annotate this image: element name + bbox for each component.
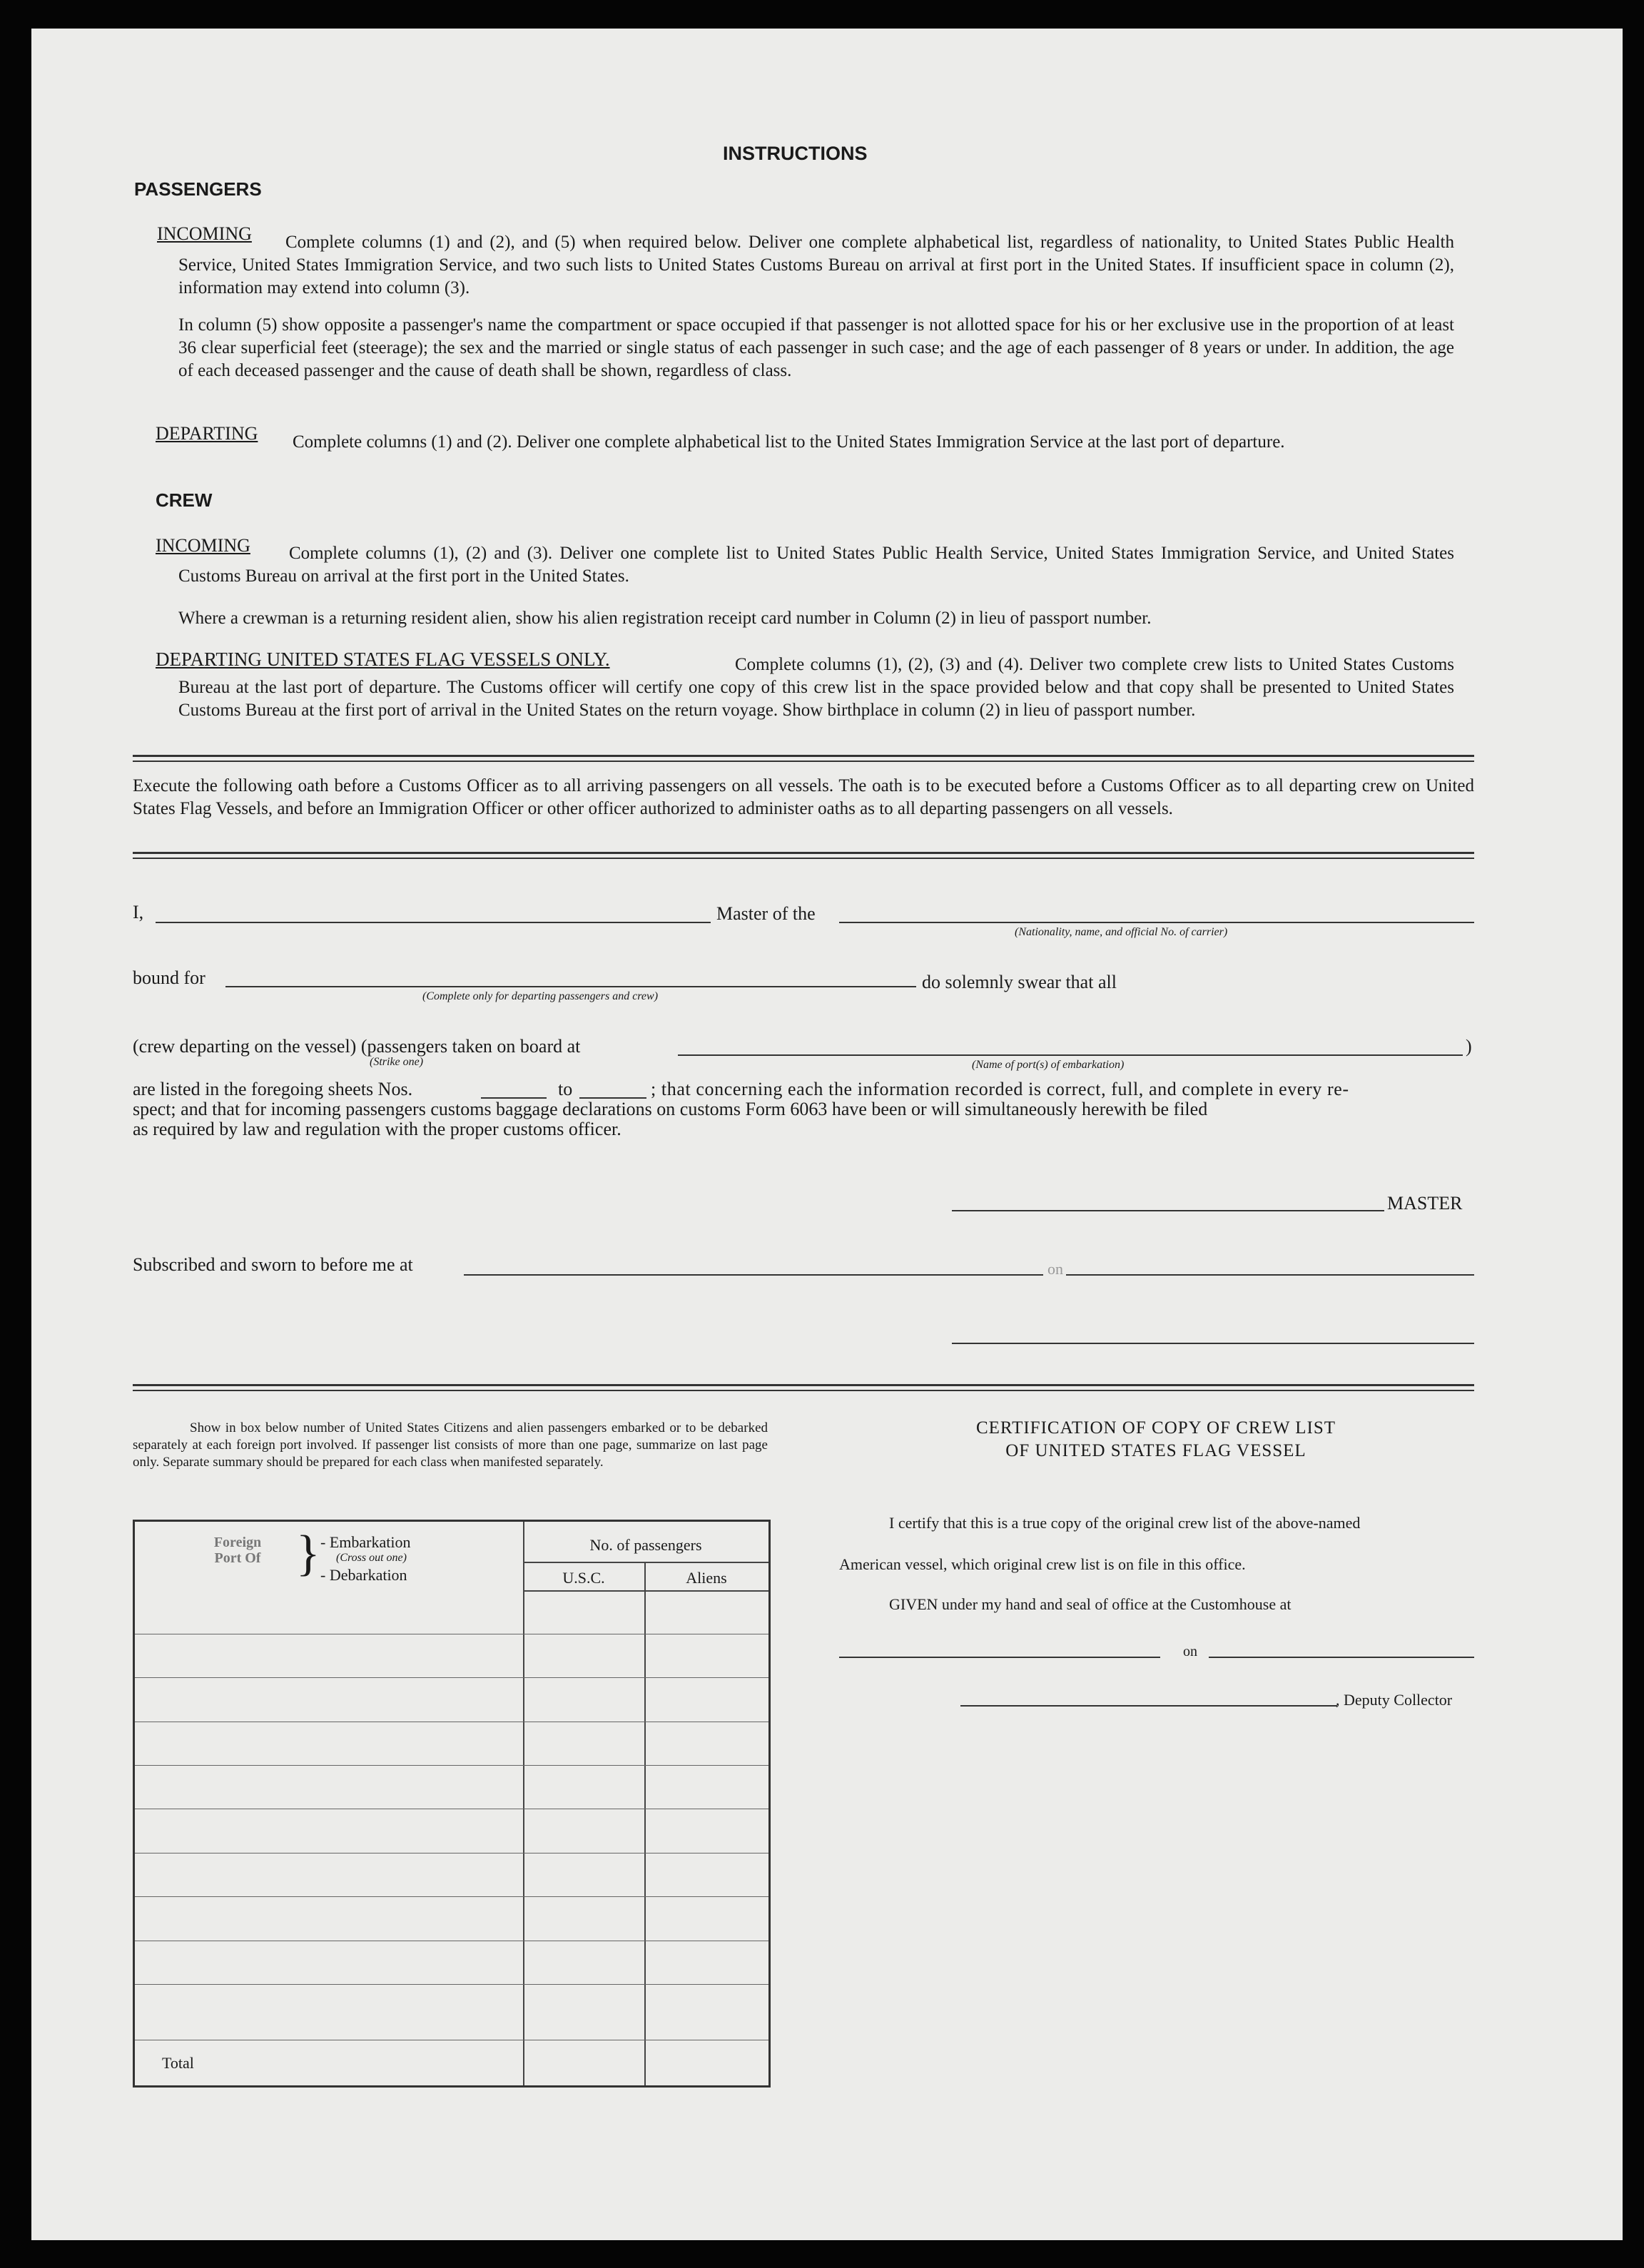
listed-to-label: to xyxy=(558,1079,573,1099)
strike-one-caption: (Strike one) xyxy=(370,1056,424,1068)
passengers-incoming-text: Complete columns (1) and (2), and (5) when required below. Deliver one complete alphabetical list, regardless of nationality, to United States Public Health Service, United States Immigration Service, and two such lists to United States Customs Bureau on arrival at first port in the United States. If insufficient space in column (2), information may extend into column (3). xyxy=(178,233,1454,298)
subscribed-label: Subscribed and sworn to before me at xyxy=(133,1254,413,1275)
crew-departing-text: Complete columns (1), (2), (3) and (4). Deliver two complete crew lists to United States Customs Bureau at the last port of departure. The Customs officer will certify one copy of this crew list in the space provided below and that copy shall be presented to United States Customs Bureau at the first port of arrival in the United States on the return voyage. Show birthplace in column (2) in lieu of passport number. xyxy=(178,655,1454,720)
certify-line-1: I certify that this is a true copy of the original crew list of the above-named xyxy=(889,1514,1361,1532)
crew-resident-text: Where a crewman is a returning resident alien, show his alien registration receipt card number in Column (2) in lieu of passport number. xyxy=(178,609,1152,628)
table-row[interactable] xyxy=(135,1984,768,1985)
section-divider xyxy=(133,1384,1474,1386)
master-signature-field[interactable] xyxy=(952,1210,1384,1211)
oath-i-label: I, xyxy=(133,902,144,922)
column-divider xyxy=(644,1562,646,2085)
crew-departing-option: (crew departing on the vessel) (passengers taken on board at xyxy=(133,1036,581,1057)
complete-only-caption: (Complete only for departing passengers and crew) xyxy=(422,990,659,1002)
cross-out-one-caption: (Cross out one) xyxy=(336,1552,407,1564)
listed-text-c: spect; and that for incoming passengers customs baggage declarations on customs Form 6063 have been or will simultaneously herewith be filed xyxy=(133,1099,1208,1119)
master-signature-label: MASTER xyxy=(1387,1193,1463,1214)
passengers-heading: PASSENGERS xyxy=(134,178,262,200)
header-divider xyxy=(523,1562,768,1563)
certify-line-2: American vessel, which original crew list is on file in this office. xyxy=(839,1555,1246,1573)
passengers-departing-label: DEPARTING xyxy=(156,423,258,444)
certification-on-label: on xyxy=(1183,1644,1197,1659)
certification-title-1: CERTIFICATION OF COPY OF CREW LIST xyxy=(975,1418,1336,1438)
nationality-caption: (Nationality, name, and official No. of carrier) xyxy=(1015,926,1228,938)
section-divider xyxy=(133,755,1474,757)
vessel-field[interactable] xyxy=(839,922,1474,923)
crew-incoming-label: INCOMING xyxy=(156,535,250,556)
passengers-departing-text: Complete columns (1) and (2). Deliver one complete alphabetical list to the United States Immigration Service at the last port of departure. xyxy=(293,432,1285,452)
table-row[interactable] xyxy=(135,1896,768,1897)
table-row[interactable] xyxy=(135,1765,768,1766)
section-divider-thin xyxy=(133,858,1474,859)
given-under-hand: GIVEN under my hand and seal of office at the Customhouse at xyxy=(889,1595,1292,1613)
passengers-column5-text: In column (5) show opposite a passenger's name the compartment or space occupied if that passenger is not allotted space for his or her exclusive use in the proportion of at least 36 clear superficial feet (steerage); the sex and the married or single status of each passenger in such case; and the age of each passenger of 8 years or under. In addition, the age of each deceased passenger and the cause of death shall be shown, regardless of class. xyxy=(178,315,1454,380)
passenger-summary-table xyxy=(133,1520,771,2088)
total-label: Total xyxy=(162,2054,194,2072)
close-paren: ) xyxy=(1466,1036,1472,1057)
master-name-field[interactable] xyxy=(156,922,711,923)
crew-heading: CREW xyxy=(156,489,213,511)
section-divider xyxy=(133,852,1474,854)
column-divider xyxy=(523,1522,524,2085)
officer-signature-field[interactable] xyxy=(952,1343,1474,1344)
page-title: INSTRUCTIONS xyxy=(723,143,868,164)
crew-departing-label: DEPARTING UNITED STATES FLAG VESSELS ONLY. xyxy=(156,649,610,670)
deputy-signature-field[interactable] xyxy=(960,1705,1337,1707)
passengers-incoming-label: INCOMING xyxy=(157,223,252,244)
no-of-passengers-header: No. of passengers xyxy=(589,1536,702,1554)
crew-incoming-text: Complete columns (1), (2) and (3). Deliver one complete list to United States Public Health Service, United States Immigration Service, and United States Customs Bureau on arrival at the first port in the United States. xyxy=(178,544,1454,586)
bound-for-label: bound for xyxy=(133,967,206,988)
certification-date-field[interactable] xyxy=(1209,1657,1474,1658)
usc-header: U.S.C. xyxy=(562,1569,605,1587)
bracket-icon: } xyxy=(296,1526,320,1581)
listed-sheets-label: are listed in the foregoing sheets Nos. xyxy=(133,1079,413,1099)
section-divider-thin xyxy=(133,1390,1474,1391)
name-of-ports-caption: (Name of port(s) of embarkation) xyxy=(972,1059,1125,1071)
listed-text-d: as required by law and regulation with the proper customs officer. xyxy=(133,1119,621,1139)
embarkation-port-field[interactable] xyxy=(678,1054,1463,1056)
sworn-place-field[interactable] xyxy=(464,1274,1043,1276)
header-divider xyxy=(523,1590,768,1592)
do-solemnly-label: do solemnly swear that all xyxy=(922,972,1117,992)
foreign-port-of-label: Foreign Port Of xyxy=(213,1535,262,1566)
summary-instructions: Show in box below number of United States Citizens and alien passengers embarked or to be debarked separately at each foreign port involved. If passenger list consists of more than one page, summarize on last page only. Separate summary should be prepared for each class when manifested separately. xyxy=(133,1420,768,1470)
table-row[interactable] xyxy=(135,1677,768,1678)
debarkation-option: - Debarkation xyxy=(320,1566,407,1584)
listed-text-b: ; that concerning each the information recorded is correct, full, and complete in every re- xyxy=(651,1079,1349,1099)
embarkation-option: - Embarkation xyxy=(320,1533,411,1551)
certification-title-2: OF UNITED STATES FLAG VESSEL xyxy=(1005,1441,1306,1460)
section-divider-thin xyxy=(133,761,1474,762)
bound-for-field[interactable] xyxy=(225,986,916,987)
deputy-collector-label: , Deputy Collector xyxy=(1336,1691,1453,1709)
customhouse-field[interactable] xyxy=(839,1657,1160,1658)
sworn-date-field[interactable] xyxy=(1066,1274,1474,1276)
aliens-header: Aliens xyxy=(686,1569,727,1587)
sworn-on-label: on xyxy=(1047,1260,1063,1278)
master-of-the-label: Master of the xyxy=(716,903,816,924)
oath-instructions: Execute the following oath before a Customs Officer as to all arriving passengers on all vessels. The oath is to be executed before a Customs Officer as to all departing crew on United States Flag Vessels, and before an Immigration Officer or other officer authorized to administer oaths as to all departing passengers on all vessels. xyxy=(133,776,1474,818)
